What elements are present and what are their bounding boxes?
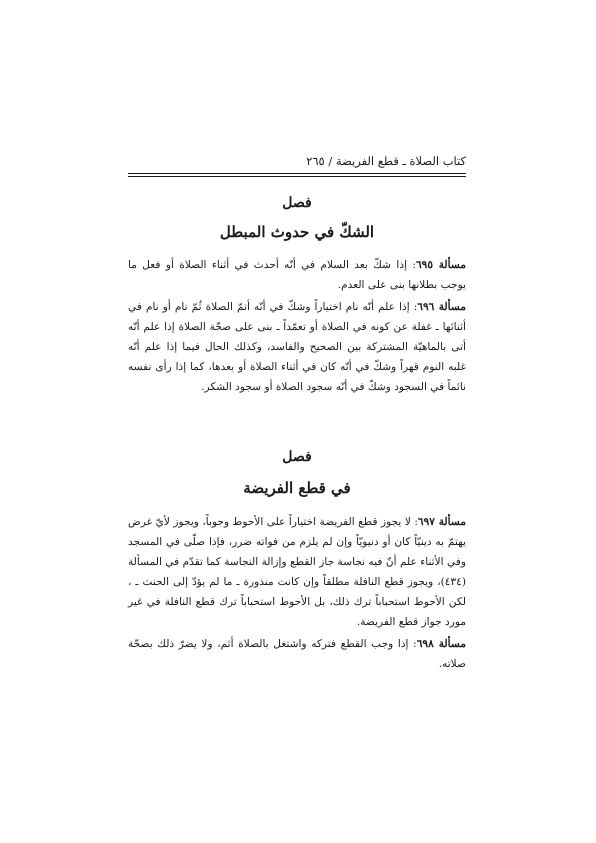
issue-paragraph <box>128 634 466 674</box>
issue-label: مسألة ٦٩٦ <box>417 301 466 313</box>
section-title: في قطع الفريضة <box>243 479 351 497</box>
header-rule-top <box>128 173 466 174</box>
issue-text: : إذا شكّ بعد السلام في أنّه أحدث في أثناء الصلاة أو فعل ما يوجب بطلانها بنى على العدم. <box>128 259 466 291</box>
section-word: فصل <box>282 195 312 211</box>
section-2-body <box>128 512 466 674</box>
header-rule-bottom <box>128 176 466 177</box>
section-2-heading <box>128 446 466 500</box>
issue-paragraph <box>128 512 466 632</box>
issue-paragraph <box>128 297 466 397</box>
issue-text: : إذا علم أنّه نام اختياراً وشكّ في أنّه أتمّ الصلاة ثُمّ نام أو نام في أثنائها ـ غفلة عن كونه في الصلاة أو تعمّداً ـ بنى على صحّة الصلاة إذا علم أنّه أتى بالماهيّة المشتركة بين الصحيح والفاسد، وكذلك الحال فيما إذا علم أنّه غلبه النوم قهراً وشكّ في أنّه كان في أثناء الصلاة أو بعدها، كما إذا رأى نفسه نائماً في السجود وشكّ في أنّه سجود الصلاة أو سجود الشكر. <box>128 301 466 393</box>
running-header: كتاب الصلاة ـ قطع الفريضة / ٢٦٥ <box>306 154 466 168</box>
section-1-body <box>128 255 466 397</box>
section-title: الشكّ في حدوث المبطل <box>219 223 375 241</box>
issue-label: مسألة ٦٩٥ <box>415 259 466 271</box>
section-1-heading <box>128 192 466 244</box>
issue-text: : إذا وجب القطع فتركه واشتغل بالصلاة أثم، ولا يضرّ ذلك بصحّة صلاته. <box>128 638 466 670</box>
issue-paragraph <box>128 255 466 295</box>
section-word: فصل <box>282 449 312 465</box>
issue-label: مسألة ٦٩٨ <box>416 638 466 650</box>
issue-text: : لا يجوز قطع الفريضة اختياراً على الأحوط وجوباً، ويجوز لأيّ غرض يهتمّ به دينيّاً كان أو دنيويّاً وإن لم يلزم من فواته ضرر، فإذا صلّى في المسجد وفي الأثناء علم أنّ فيه نجاسة جاز القطع وإزالة النجاسة كما تقدّم في المسألة (٤٣٤)، ويجوز قطع النافلة مطلقاً وإن كانت منذورة ـ ما لم يؤدّ إلى الحنث ـ ، لكن الأحوط استحباباً ترك ذلك، بل الأحوط استحباباً ترك قطع النافلة في غير مورد جواز قطع الفريضة. <box>128 516 466 628</box>
issue-label: مسألة ٦٩٧ <box>417 516 466 528</box>
